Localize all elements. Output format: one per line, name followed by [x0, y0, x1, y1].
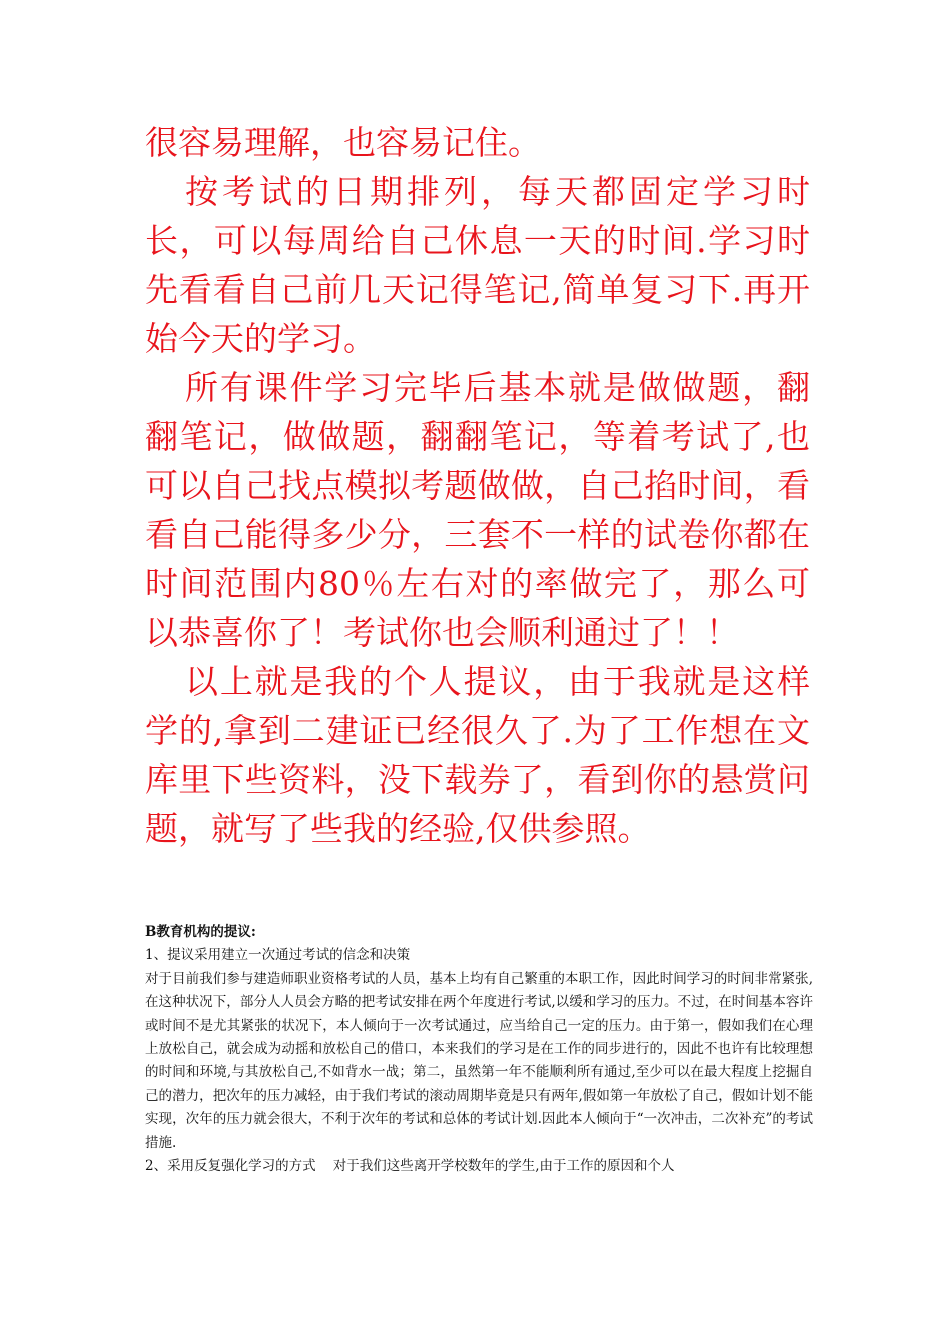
- item-1-title: 1、提议采用建立一次通过考试的信念和决策: [145, 947, 411, 964]
- item-1-body: 对于目前我们参与建造师职业资格考试的人员，基本上均有自己繁重的本职工作，因此时间学习的时间非常紧张,在这种状况下，部分人人员会方略的把考试安排在两个年度进行考试,以缓和学习的压力。不过，在时间基本容许或时间不是尤其紧张的状况下，本人倾向于一次考试通过，应当给自己一定的压力。由于第一，假如我们在心理上放松自己，就会成为动摇和放松自己的借口，本来我们的学习是在工作的同步进行的，因此不也许有比较理想的时间和环境,与其放松自己,不如背水一战；第二，虽然第一年不能顺利所有通过,至少可以在最大程度上挖掘自己的潜力，把次年的压力减轻，由于我们考试的滚动周期毕竟是只有两年,假如第一年放松了自己，假如计划不能实现，次年的压力就会很大，不利于次年的考试和总体的考试计划.因此本人倾向于“一次冲击，二次补充”的考试措施.: [145, 970, 813, 1151]
- red-text-section: [145, 118, 810, 853]
- paragraph-2: 按考试的日期排列，每天都固定学习时长，可以每周给自己休息一天的时间.学习时先看看自己前几天记得笔记,简单复习下.再开始今天的学习。: [145, 172, 810, 358]
- education-advice-section: [145, 921, 813, 1178]
- paragraph-1: 很容易理解，也容易记住。: [145, 123, 541, 162]
- paragraph-3: 所有课件学习完毕后基本就是做做题，翻翻笔记，做做题，翻翻笔记，等着考试了,也可以自己找点模拟考题做做，自己掐时间，看看自己能得多少分，三套不一样的试卷你都在时间范围内80％左右对的率做完了，那么可以恭喜你了！考试你也会顺利通过了！！: [145, 368, 810, 652]
- paragraph-4: 以上就是我的个人提议，由于我就是这样学的,拿到二建证已经很久了.为了工作想在文库里下些资料，没下载券了，看到你的悬赏问题，就写了些我的经验,仅供参照。: [145, 662, 810, 848]
- section-heading: B教育机构的提议:: [145, 924, 256, 940]
- item-2: 2、采用反复强化学习的方式 对于我们这些离开学校数年的学生,由于工作的原因和个人: [145, 1158, 675, 1175]
